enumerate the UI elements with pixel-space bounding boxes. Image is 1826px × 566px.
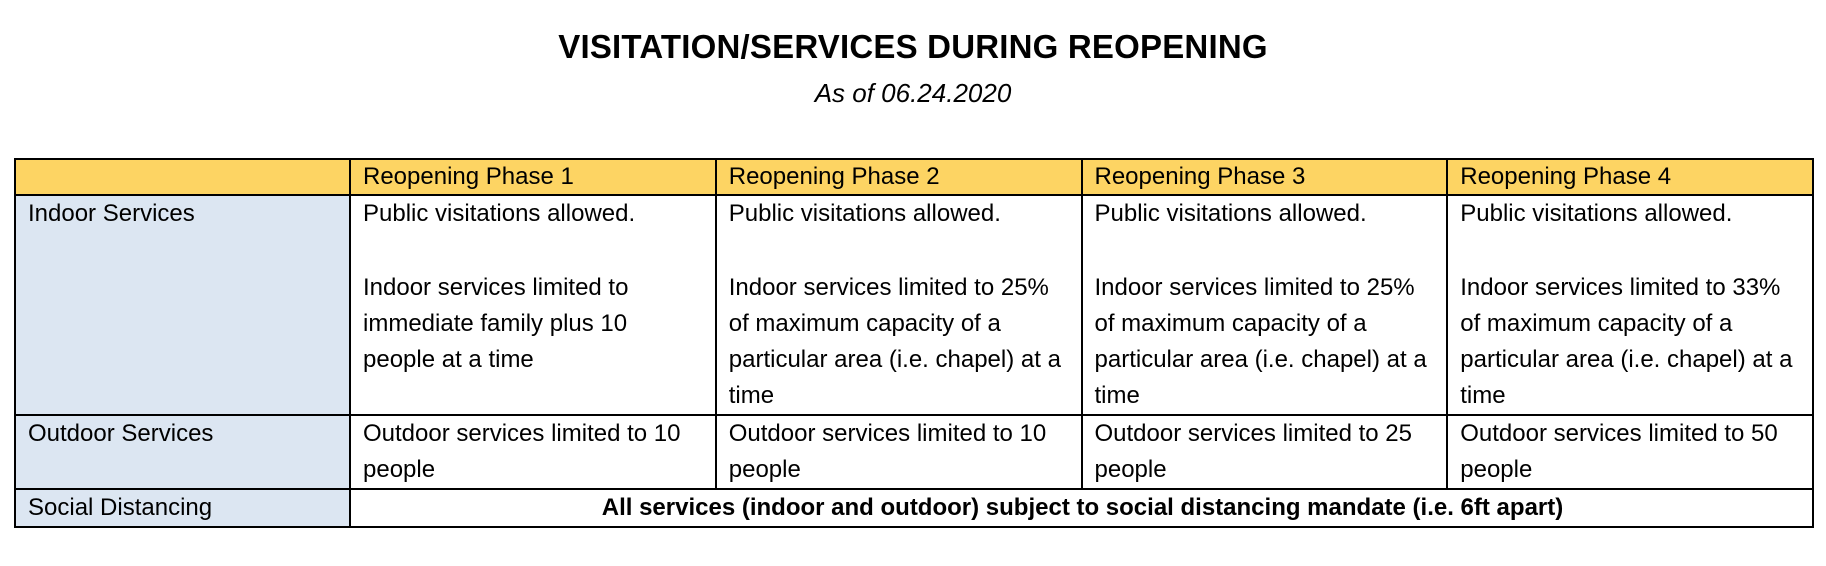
table-row-social-distancing (15, 489, 1813, 527)
indoor-phase-3-cell (1082, 195, 1448, 415)
indoor-phase-1-cell (350, 195, 716, 415)
indoor-phase-1-limit: Indoor services limited to immediate family plus 10 people at a time (363, 274, 629, 373)
table-row-indoor-services (15, 195, 1813, 415)
row-label-indoor-services: Indoor Services (15, 195, 350, 415)
header-phase-1: Reopening Phase 1 (350, 159, 716, 195)
table-header-row (15, 159, 1813, 195)
reopening-phases-table (14, 158, 1814, 528)
outdoor-phase-1-cell: Outdoor services limited to 10 people (350, 415, 716, 489)
indoor-phase-2-limit: Indoor services limited to 25% of maximum capacity of a particular area (i.e. chapel) at a time (728, 274, 1061, 409)
indoor-phase-4-limit: Indoor services limited to 33% of maximum capacity of a particular area (i.e. chapel) at a time (1460, 274, 1793, 409)
indoor-phase-3-visitation: Public visitations allowed. (1094, 200, 1367, 227)
indoor-phase-1-visitation: Public visitations allowed. (363, 200, 636, 227)
table-row-outdoor-services (15, 415, 1813, 489)
indoor-phase-2-visitation: Public visitations allowed. (728, 200, 1001, 227)
indoor-phase-3-limit: Indoor services limited to 25% of maximum capacity of a particular area (i.e. chapel) at a time (1094, 274, 1427, 409)
header-corner-cell (15, 159, 350, 195)
row-label-outdoor-services: Outdoor Services (15, 415, 350, 489)
document-title: VISITATION/SERVICES DURING REOPENING (558, 28, 1268, 65)
indoor-phase-4-cell (1447, 195, 1813, 415)
row-label-social-distancing: Social Distancing (15, 489, 350, 527)
indoor-phase-2-cell (716, 195, 1082, 415)
outdoor-phase-4-cell: Outdoor services limited to 50 people (1447, 415, 1813, 489)
header-phase-2: Reopening Phase 2 (716, 159, 1082, 195)
outdoor-phase-2-cell: Outdoor services limited to 10 people (716, 415, 1082, 489)
document-date: As of 06.24.2020 (814, 78, 1012, 108)
indoor-phase-4-visitation: Public visitations allowed. (1460, 200, 1733, 227)
header-phase-3: Reopening Phase 3 (1082, 159, 1448, 195)
header-phase-4: Reopening Phase 4 (1447, 159, 1813, 195)
outdoor-phase-3-cell: Outdoor services limited to 25 people (1082, 415, 1448, 489)
social-distancing-mandate: All services (indoor and outdoor) subject to social distancing mandate (i.e. 6ft apart) (350, 489, 1813, 527)
